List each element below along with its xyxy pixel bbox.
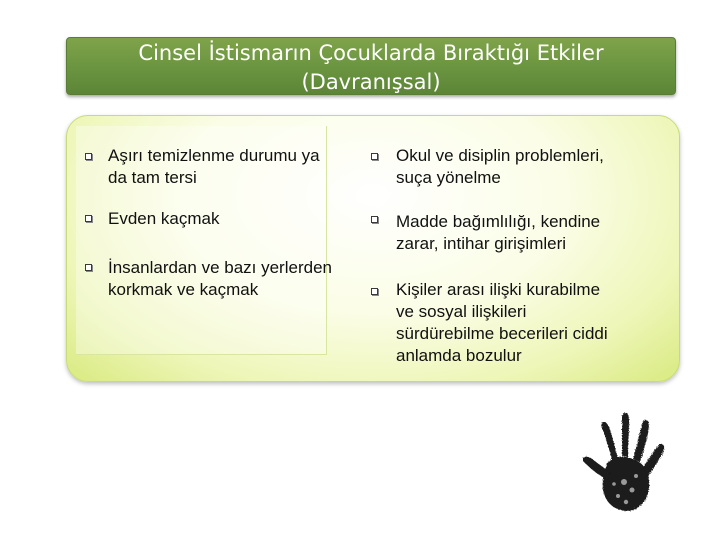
square-bullet-icon bbox=[85, 153, 92, 160]
title-line-1: Cinsel İstismarın Çocuklarda Bıraktığı Etkiler bbox=[138, 41, 604, 65]
left-item-1-line-1: Aşırı temizlenme durumu ya bbox=[108, 146, 320, 165]
right-item-1-line-1: Okul ve disiplin problemleri, bbox=[396, 146, 604, 165]
right-item-1-line-2: suça yönelme bbox=[396, 168, 501, 187]
right-item-3-line-1: Kişiler arası ilişki kurabilme bbox=[396, 280, 601, 299]
right-item-3-line-3: sürdürebilme becerileri ciddi bbox=[396, 324, 608, 343]
square-bullet-icon bbox=[85, 264, 92, 271]
slide-title bbox=[66, 37, 676, 95]
left-item-2-line-1: Evden kaçmak bbox=[108, 209, 220, 228]
square-bullet-icon bbox=[371, 153, 378, 160]
title-line-2: (Davranışsal) bbox=[301, 70, 441, 94]
right-item-1 bbox=[396, 145, 604, 189]
right-item-3-line-4: anlamda bozulur bbox=[396, 346, 522, 365]
square-bullet-icon bbox=[371, 216, 378, 223]
left-item-1-line-2: da tam tersi bbox=[108, 168, 197, 187]
left-item-3-line-1: İnsanlardan ve bazı yerlerden bbox=[108, 258, 332, 277]
square-bullet-icon bbox=[371, 288, 378, 295]
right-item-2-line-2: zarar, intihar girişimleri bbox=[396, 234, 567, 253]
right-item-2 bbox=[396, 211, 600, 255]
left-item-1 bbox=[108, 145, 320, 189]
left-item-3 bbox=[108, 257, 332, 301]
right-item-3 bbox=[396, 279, 608, 367]
handprint-icon bbox=[578, 410, 668, 516]
left-item-3-line-2: korkmak ve kaçmak bbox=[108, 280, 259, 299]
right-item-2-line-1: Madde bağımlılığı, kendine bbox=[396, 212, 601, 231]
right-item-3-line-2: ve sosyal ilişkileri bbox=[396, 302, 527, 321]
left-item-2 bbox=[108, 208, 220, 230]
square-bullet-icon bbox=[85, 215, 92, 222]
